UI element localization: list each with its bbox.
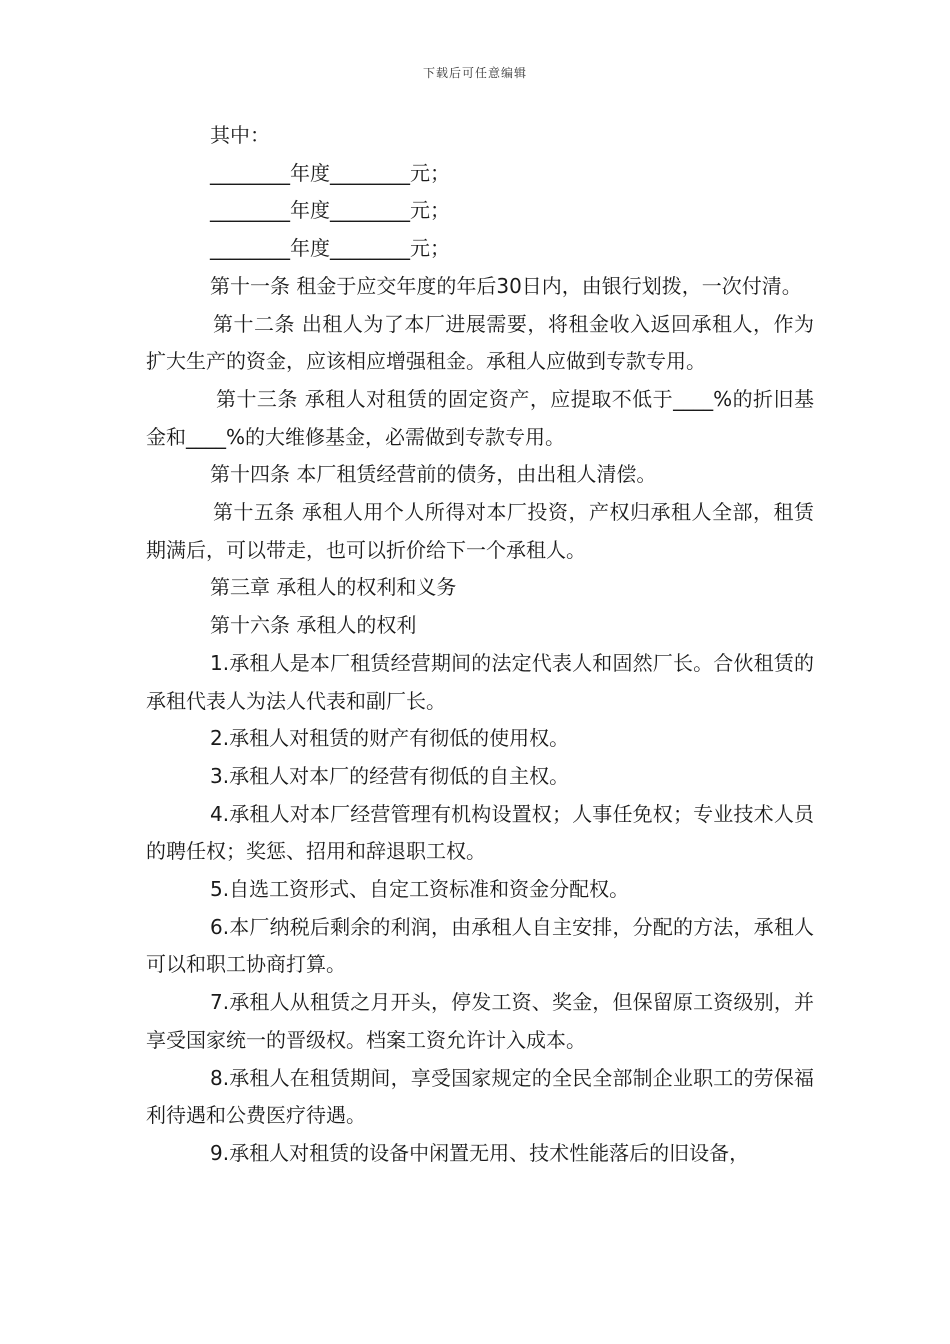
paragraph: ________年度________元； [210,198,450,223]
list-item: 5.自选工资形式、自定工资标准和资金分配权。 [210,877,630,902]
paragraph: 第十一条 租金于应交年度的年后30日内，由银行划拨，一次付清。 [210,273,802,298]
list-item: 4.承租人对本厂经营管理有机构设置权；人事任免权；专业技术人员的聘任权；奖惩、招用和辞退职工权。 [146,801,814,864]
list-item: 9.承租人对租赁的设备中闲置无用、技术性能落后的旧设备， [210,1140,750,1165]
list-item: 6.本厂纳税后剩余的利润，由承租人自主安排，分配的方法，承租人可以和职工协商打算。 [146,914,814,977]
article-heading: 第十六条 承租人的权利 [210,613,417,638]
paragraph: ________年度________元； [210,236,450,261]
list-item: 3.承租人对本厂的经营有彻低的自主权。 [210,763,570,788]
list-item: 8.承租人在租赁期间，享受国家规定的全民全部制企业职工的劳保福利待遇和公费医疗待遇。 [146,1065,814,1128]
list-item: 7.承租人从租赁之月开头，停发工资、奖金，但保留原工资级别，并享受国家统一的晋级权。档案工资允许计入成本。 [146,990,814,1052]
chapter-heading: 第三章 承租人的权利和义务 [210,575,457,600]
page-header: 下载后可任意编辑 [422,66,527,80]
paragraph: 第十二条 出租人为了本厂进展需要，将租金收入返回承租人，作为扩大生产的资金，应该相应增强租金。承租人应做到专款专用。 [146,311,814,374]
list-item: 1.承租人是本厂租赁经营期间的法定代表人和固然厂长。合伙租赁的承租代表人为法人代表和副厂长。 [146,650,814,713]
paragraph: 第十四条 本厂租赁经营前的债务，由出租人清偿。 [210,462,657,487]
list-item: 2.承租人对租赁的财产有彻低的使用权。 [210,726,570,751]
paragraph: 其中： [210,123,270,147]
paragraph: 第十五条 承租人用个人所得对本厂投资，产权归承租人全部，租赁期满后，可以带走，也可以折价给下一个承租人。 [146,500,814,562]
paragraph: 第十三条 承租人对租赁的固定资产，应提取不低于____%的折旧基金和____%的大维修基金，必需做到专款专用。 [146,386,814,449]
document-body [146,117,814,1173]
paragraph: ________年度________元； [210,160,450,185]
